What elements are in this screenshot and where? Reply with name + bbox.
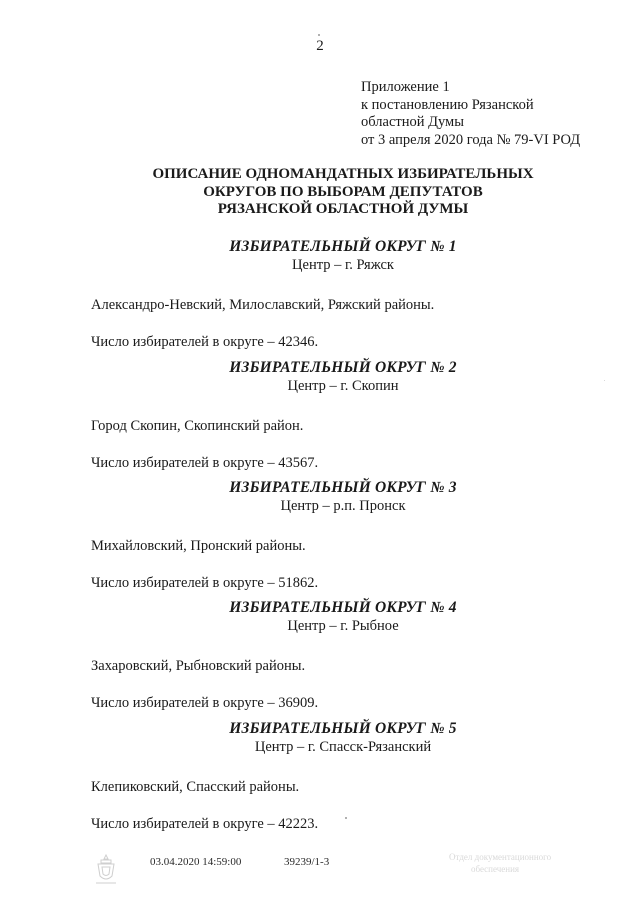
footer-datetime: 03.04.2020 14:59:00 — [150, 856, 242, 868]
district-areas: Михайловский, Пронский районы. — [91, 538, 306, 554]
scan-speck — [604, 380, 605, 381]
footer-watermark — [449, 851, 551, 875]
district-areas: Александро-Невский, Милославский, Ряжский районы. — [91, 297, 435, 313]
district-areas: Захаровский, Рыбновский районы. — [91, 658, 306, 674]
page-number: 2 — [316, 38, 324, 54]
scan-speck — [345, 817, 347, 819]
appendix-block — [361, 79, 580, 149]
scan-speck — [318, 34, 320, 36]
district-voters: Число избирателей в округе – 51862. — [91, 575, 319, 591]
district-heading: ИЗБИРАТЕЛЬНЫЙ ОКРУГ № 4 — [229, 599, 457, 616]
title-line-2: ОКРУГОВ ПО ВЫБОРАМ ДЕПУТАТОВ — [203, 183, 483, 200]
district-center: Центр – г. Скопин — [287, 378, 399, 394]
appendix-line-4: от 3 апреля 2020 года № 79-VI РОД — [361, 131, 581, 148]
document-title — [0, 166, 640, 219]
district-areas: Город Скопин, Скопинский район. — [91, 418, 304, 434]
appendix-line-1: Приложение 1 — [361, 79, 450, 95]
title-line-1: ОПИСАНИЕ ОДНОМАНДАТНЫХ ИЗБИРАТЕЛЬНЫХ — [152, 166, 534, 182]
district-voters: Число избирателей в округе – 36909. — [91, 695, 319, 711]
district-center: Центр – г. Спасск-Рязанский — [254, 739, 432, 755]
appendix-line-3: областной Думы — [361, 114, 464, 130]
district-heading: ИЗБИРАТЕЛЬНЫЙ ОКРУГ № 3 — [229, 479, 457, 496]
district-center: Центр – г. Ряжск — [292, 257, 394, 273]
district-voters: Число избирателей в округе – 43567. — [91, 455, 319, 471]
appendix-line-2: к постановлению Рязанской — [361, 96, 534, 113]
district-voters: Число избирателей в округе – 42346. — [91, 334, 319, 350]
district-heading: ИЗБИРАТЕЛЬНЫЙ ОКРУГ № 1 — [229, 238, 457, 255]
district-center: Центр – р.п. Пронск — [280, 498, 406, 514]
title-line-3: РЯЗАНСКОЙ ОБЛАСТНОЙ ДУМЫ — [217, 201, 469, 217]
district-areas: Клепиковский, Спасский районы. — [91, 779, 300, 795]
footer-doc-number: 39239/1-3 — [284, 856, 330, 868]
watermark-line-2: обеспечения — [471, 864, 520, 874]
district-center: Центр – г. Рыбное — [287, 618, 399, 634]
watermark-line-1: Отдел документационного — [449, 852, 552, 862]
district-heading: ИЗБИРАТЕЛЬНЫЙ ОКРУГ № 5 — [229, 720, 457, 737]
coat-of-arms-stamp-icon — [92, 852, 120, 888]
district-heading: ИЗБИРАТЕЛЬНЫЙ ОКРУГ № 2 — [229, 359, 457, 376]
district-voters: Число избирателей в округе – 42223. — [91, 816, 319, 832]
